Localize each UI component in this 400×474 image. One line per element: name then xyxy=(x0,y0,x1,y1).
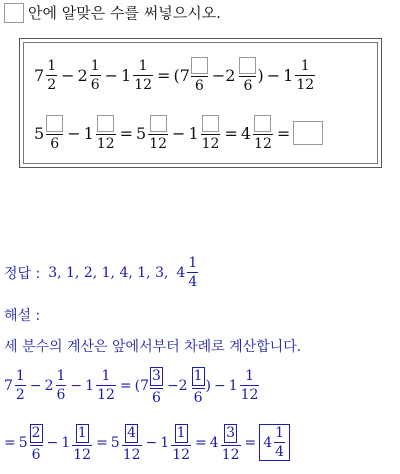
numerator: 1 xyxy=(15,368,25,385)
mixed-whole: 5 xyxy=(18,434,28,451)
mixed-whole: 4 xyxy=(209,434,219,451)
minus-sign: − xyxy=(70,377,83,394)
instruction xyxy=(4,2,221,23)
fraction-blank-numerator xyxy=(253,115,273,151)
mixed-whole: 1 xyxy=(188,123,199,143)
mixed-whole: 7 xyxy=(4,377,13,394)
minus-sign: − xyxy=(29,377,42,394)
minus-sign: − xyxy=(104,65,119,85)
boxed-final-answer xyxy=(259,424,290,461)
minus-whole: −2 xyxy=(211,65,236,85)
fraction xyxy=(295,59,315,92)
fraction xyxy=(90,59,101,92)
denominator: 12 xyxy=(122,446,141,463)
blank-input-box[interactable] xyxy=(202,115,219,132)
fraction xyxy=(221,424,241,462)
answer-line xyxy=(4,256,199,289)
minus-sign: − xyxy=(266,65,281,85)
question-line-1 xyxy=(34,57,316,93)
fraction xyxy=(240,369,260,402)
boxed-numerator: 3 xyxy=(226,425,236,441)
equals-sign: = xyxy=(244,434,257,451)
boxed-numerator: 3 xyxy=(152,368,161,384)
blank-input-box[interactable] xyxy=(191,57,208,74)
fraction-blank-numerator xyxy=(239,57,256,93)
minus-sign: − xyxy=(46,434,59,451)
close-paren: ) xyxy=(205,377,211,394)
equals-sign: = xyxy=(96,434,108,451)
fraction xyxy=(122,424,142,462)
answer-values: 3, 1, 2, 1, 4, 1, 3, xyxy=(48,264,169,281)
denominator: 12 xyxy=(73,446,92,463)
denominator: 4 xyxy=(188,274,198,290)
minus-sign: − xyxy=(61,65,75,85)
mixed-whole: 4 xyxy=(263,434,273,451)
numerator: 1 xyxy=(101,368,111,385)
denominator: 12 xyxy=(240,387,259,404)
boxed-numerator: 1 xyxy=(77,425,87,441)
open-paren-whole: (7 xyxy=(134,377,150,394)
numerator: 1 xyxy=(275,425,285,442)
fraction-blank-numerator xyxy=(96,115,116,151)
mixed-whole: 7 xyxy=(34,65,45,85)
denominator: 6 xyxy=(31,446,41,463)
fraction xyxy=(30,424,43,462)
blank-box-icon xyxy=(4,3,24,23)
explanation-label: 해설 : xyxy=(4,308,41,324)
mixed-whole: 1 xyxy=(228,377,238,394)
equals-sign: = xyxy=(119,123,134,143)
fraction xyxy=(274,426,285,459)
denominator: 6 xyxy=(50,136,60,152)
denominator: 6 xyxy=(90,76,100,93)
mixed-whole: 1 xyxy=(61,434,71,451)
minus-sign: − xyxy=(67,123,81,143)
denominator: 12 xyxy=(296,76,315,93)
numerator: 1 xyxy=(90,57,100,74)
explanation-text: 세 분수의 계산은 앞에서부터 차례로 계산합니다. xyxy=(4,339,302,355)
fraction xyxy=(133,59,153,92)
final-answer-blank-box[interactable] xyxy=(293,121,323,145)
equals-sign: = xyxy=(119,377,132,394)
numerator: 1 xyxy=(138,57,148,74)
denominator: 6 xyxy=(152,389,161,406)
denominator: 12 xyxy=(134,76,153,93)
equals-sign: = xyxy=(4,434,16,451)
equals-sign: = xyxy=(276,123,291,143)
explanation-line-1 xyxy=(4,367,260,405)
explanation-line-2 xyxy=(4,424,290,462)
denominator: 12 xyxy=(149,136,168,152)
minus-sign: − xyxy=(172,123,186,143)
fraction-blank-numerator xyxy=(148,115,168,151)
denominator: 4 xyxy=(275,444,285,461)
mixed-whole: 1 xyxy=(160,434,170,451)
blank-input-box[interactable] xyxy=(46,115,63,132)
denominator: 6 xyxy=(193,389,203,406)
fraction xyxy=(192,367,205,405)
fraction-blank-numerator xyxy=(191,57,208,93)
minus-sign: − xyxy=(213,377,226,394)
mixed-whole: 4 xyxy=(176,264,186,281)
mixed-whole: 1 xyxy=(85,377,95,394)
denominator: 12 xyxy=(172,446,191,463)
minus-sign: − xyxy=(145,434,158,451)
fraction xyxy=(46,59,57,92)
fraction-blank-numerator xyxy=(46,115,63,151)
denominator: 12 xyxy=(221,446,240,463)
mixed-whole: 5 xyxy=(34,123,45,143)
answer-label: 정답 : xyxy=(4,265,41,282)
numerator: 1 xyxy=(56,368,66,385)
mixed-whole: 4 xyxy=(240,123,252,143)
fraction xyxy=(96,369,116,402)
open-paren-whole: (7 xyxy=(173,65,190,85)
close-paren: ) xyxy=(257,65,264,85)
numerator: 1 xyxy=(300,57,310,74)
denominator: 12 xyxy=(97,387,115,404)
denominator: 6 xyxy=(194,78,204,94)
minus-whole: −2 xyxy=(166,377,188,394)
denominator: 12 xyxy=(201,136,220,152)
equals-sign: = xyxy=(224,123,238,143)
numerator: 1 xyxy=(47,57,57,74)
blank-input-box[interactable] xyxy=(239,57,256,74)
equals-sign: = xyxy=(195,434,207,451)
boxed-numerator: 4 xyxy=(127,425,137,441)
instruction-text: 안에 알맞은 수를 써넣으시오. xyxy=(28,4,221,22)
fraction-blank-numerator xyxy=(201,115,221,151)
mixed-whole: 2 xyxy=(44,377,54,394)
question-box xyxy=(19,38,382,168)
denominator: 6 xyxy=(243,78,253,94)
denominator: 6 xyxy=(56,387,66,404)
denominator: 12 xyxy=(96,136,115,152)
mixed-whole: 5 xyxy=(136,123,147,143)
mixed-whole: 2 xyxy=(77,65,88,85)
denominator: 12 xyxy=(254,136,272,152)
fraction xyxy=(187,256,198,289)
mixed-whole: 1 xyxy=(83,123,94,143)
mixed-whole: 1 xyxy=(283,65,294,85)
boxed-numerator: 1 xyxy=(193,368,203,384)
blank-input-box[interactable] xyxy=(97,115,114,132)
denominator: 2 xyxy=(15,387,25,404)
denominator: 2 xyxy=(47,76,57,93)
numerator: 1 xyxy=(245,368,254,385)
blank-input-box[interactable] xyxy=(150,115,167,132)
fraction xyxy=(15,369,26,402)
boxed-numerator: 1 xyxy=(176,425,186,441)
fraction xyxy=(56,369,67,402)
mixed-whole: 5 xyxy=(110,434,120,451)
fraction xyxy=(72,424,92,462)
question-line-2 xyxy=(34,115,323,151)
mixed-whole: 1 xyxy=(121,65,132,85)
fraction xyxy=(171,424,191,462)
equals-sign: = xyxy=(157,65,171,85)
blank-input-box[interactable] xyxy=(254,115,271,132)
fraction xyxy=(150,367,163,405)
numerator: 1 xyxy=(188,255,198,271)
boxed-numerator: 2 xyxy=(31,425,41,441)
